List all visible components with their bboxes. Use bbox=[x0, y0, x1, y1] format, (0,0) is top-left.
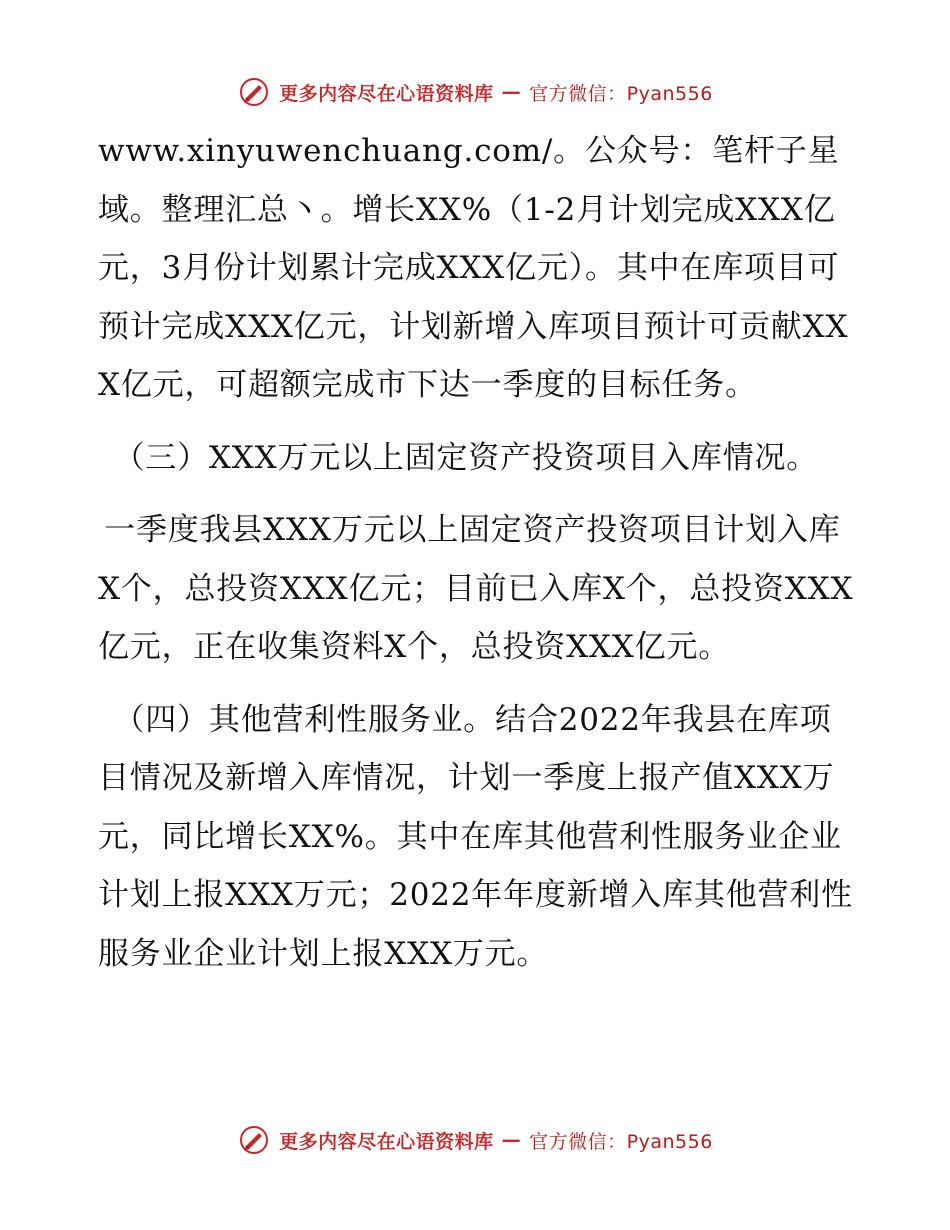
footer-watermark bbox=[0, 1118, 950, 1162]
paragraph-gap-1 bbox=[98, 415, 858, 429]
watermark-dash-bottom: — bbox=[501, 1129, 522, 1151]
paragraph-4: （四）其他营利性服务业。结合2022年我县在库项目情况及新增入库情况，计划一季度上报产值XXX万元，同比增长XX%。其中在库其他营利性服务业企业计划上报XXX万元；2022年年度新增入库其他营利性服务业企业计划上报XXX万元。 bbox=[98, 701, 853, 972]
watermark-wechat-text: 官方微信：Pyan556 bbox=[529, 82, 713, 105]
paragraph-3: 一季度我县XXX万元以上固定资产投资项目计划入库X个，总投资XXX亿元；目前已入库X个，总投资XXX亿元，正在收集资料X个，总投资XXX亿元。 bbox=[98, 512, 854, 665]
paragraph-gap-3 bbox=[98, 677, 858, 691]
pen-logo-icon bbox=[237, 75, 271, 109]
watermark-site-text: 更多内容尽在心语资料库 bbox=[279, 82, 494, 105]
watermark-wechat-text-bottom: 官方微信：Pyan556 bbox=[529, 1130, 713, 1153]
paragraph-2-heading: （三）XXX万元以上固定资产投资项目入库情况。 bbox=[113, 439, 819, 476]
document-body bbox=[98, 122, 858, 983]
watermark-dash: — bbox=[501, 81, 522, 103]
header-watermark bbox=[0, 70, 950, 114]
pen-logo-icon bbox=[237, 1123, 271, 1157]
paragraph-gap-2 bbox=[98, 487, 858, 501]
watermark-site-text-bottom: 更多内容尽在心语资料库 bbox=[279, 1130, 494, 1153]
paragraph-1: www.xinyuwenchuang.com/。公众号：笔杆子星域。整理汇总丶。增长XX%（1-2月计划完成XXX亿元，3月份计划累计完成XXX亿元）。其中在库项目可预计完成XXX亿元，计划新增入库项目预计可贡献XXX亿元，可超额完成市下达一季度的目标任务。 bbox=[98, 133, 849, 403]
